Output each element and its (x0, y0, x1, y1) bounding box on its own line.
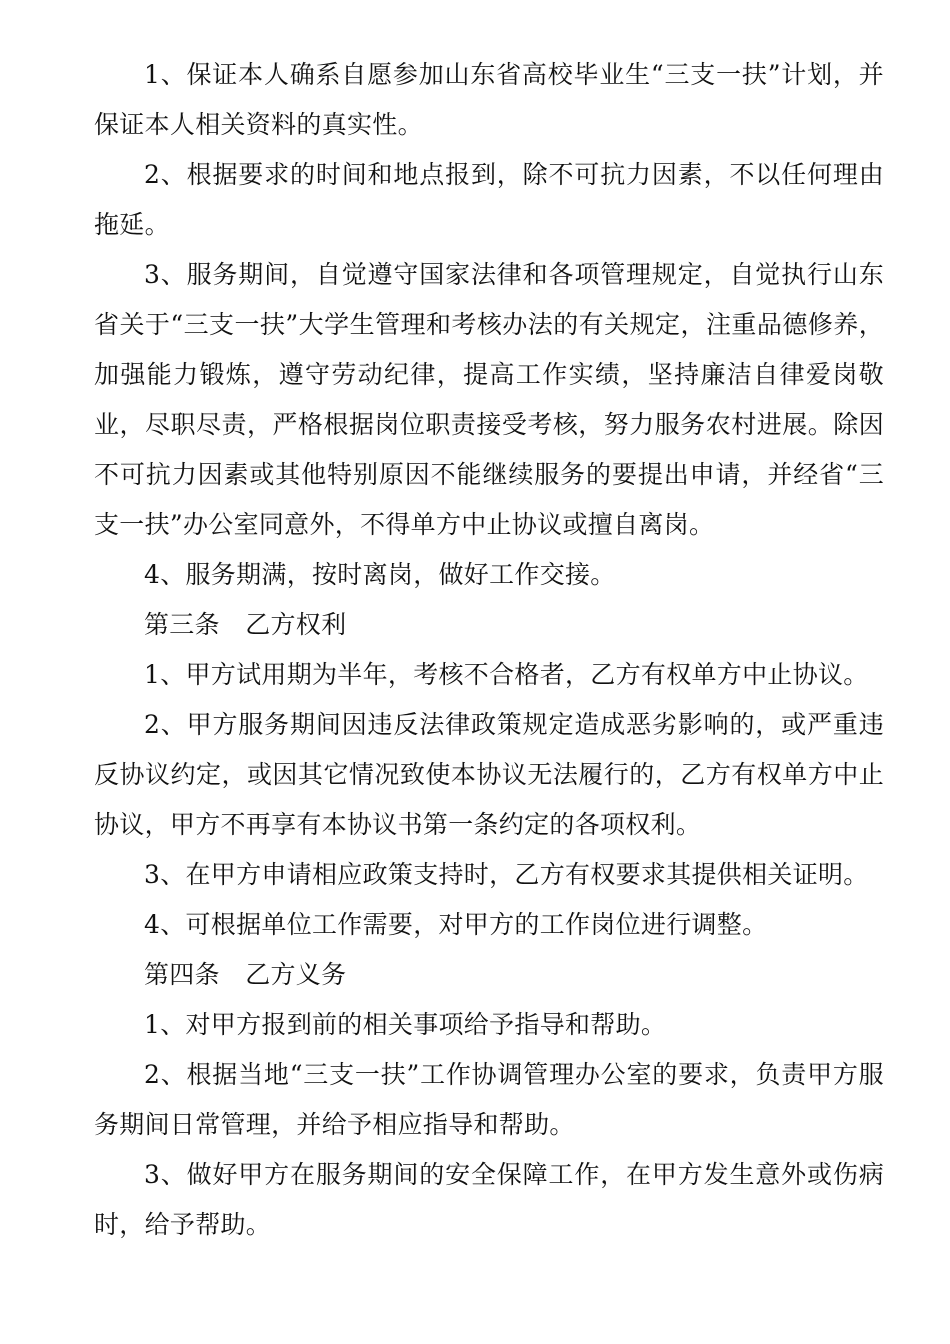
paragraph-right-3: 3、在甲方申请相应政策支持时，乙方有权要求其提供相关证明。 (144, 860, 869, 889)
paragraph-right-4: 4、可根据单位工作需要，对甲方的工作岗位进行调整。 (144, 910, 768, 939)
paragraph-obligation-2: 2、根据要求的时间和地点报到，除不可抗力因素，不以任何理由拖延。 (94, 160, 884, 239)
paragraph-duty-3: 3、做好甲方在服务期间的安全保障工作，在甲方发生意外或伤病时，给予帮助。 (94, 1160, 884, 1239)
paragraph-obligation-4: 4、服务期满，按时离岗，做好工作交接。 (144, 560, 616, 589)
section-heading-article-3: 第三条 乙方权利 (144, 610, 347, 639)
paragraph-right-2: 2、甲方服务期间因违反法律政策规定造成恶劣影响的，或严重违反协议约定，或因其它情况致使本协议无法履行的，乙方有权单方中止协议，甲方不再享有本协议书第一条约定的各项权利。 (94, 710, 884, 839)
paragraph-obligation-1: 1、保证本人确系自愿参加山东省高校毕业生“三支一扶”计划，并保证本人相关资料的真实性。 (94, 60, 884, 139)
paragraph-right-1: 1、甲方试用期为半年，考核不合格者，乙方有权单方中止协议。 (144, 660, 869, 689)
paragraph-obligation-3: 3、服务期间，自觉遵守国家法律和各项管理规定，自觉执行山东省关于“三支一扶”大学生管理和考核办法的有关规定，注重品德修养，加强能力锻炼，遵守劳动纪律，提高工作实绩，坚持廉洁自律爱岗敬业，尽职尽责，严格根据岗位职责接受考核，努力服务农村进展。除因不可抗力因素或其他特别原因不能继续服务的要提出申请，并经省“三支一扶”办公室同意外，不得单方中止协议或擅自离岗。 (94, 260, 884, 539)
section-heading-article-4: 第四条 乙方义务 (144, 960, 347, 989)
document-page (94, 50, 884, 1250)
paragraph-duty-1: 1、对甲方报到前的相关事项给予指导和帮助。 (144, 1010, 667, 1039)
paragraph-duty-2: 2、根据当地“三支一扶”工作协调管理办公室的要求，负责甲方服务期间日常管理，并给予相应指导和帮助。 (94, 1060, 884, 1139)
